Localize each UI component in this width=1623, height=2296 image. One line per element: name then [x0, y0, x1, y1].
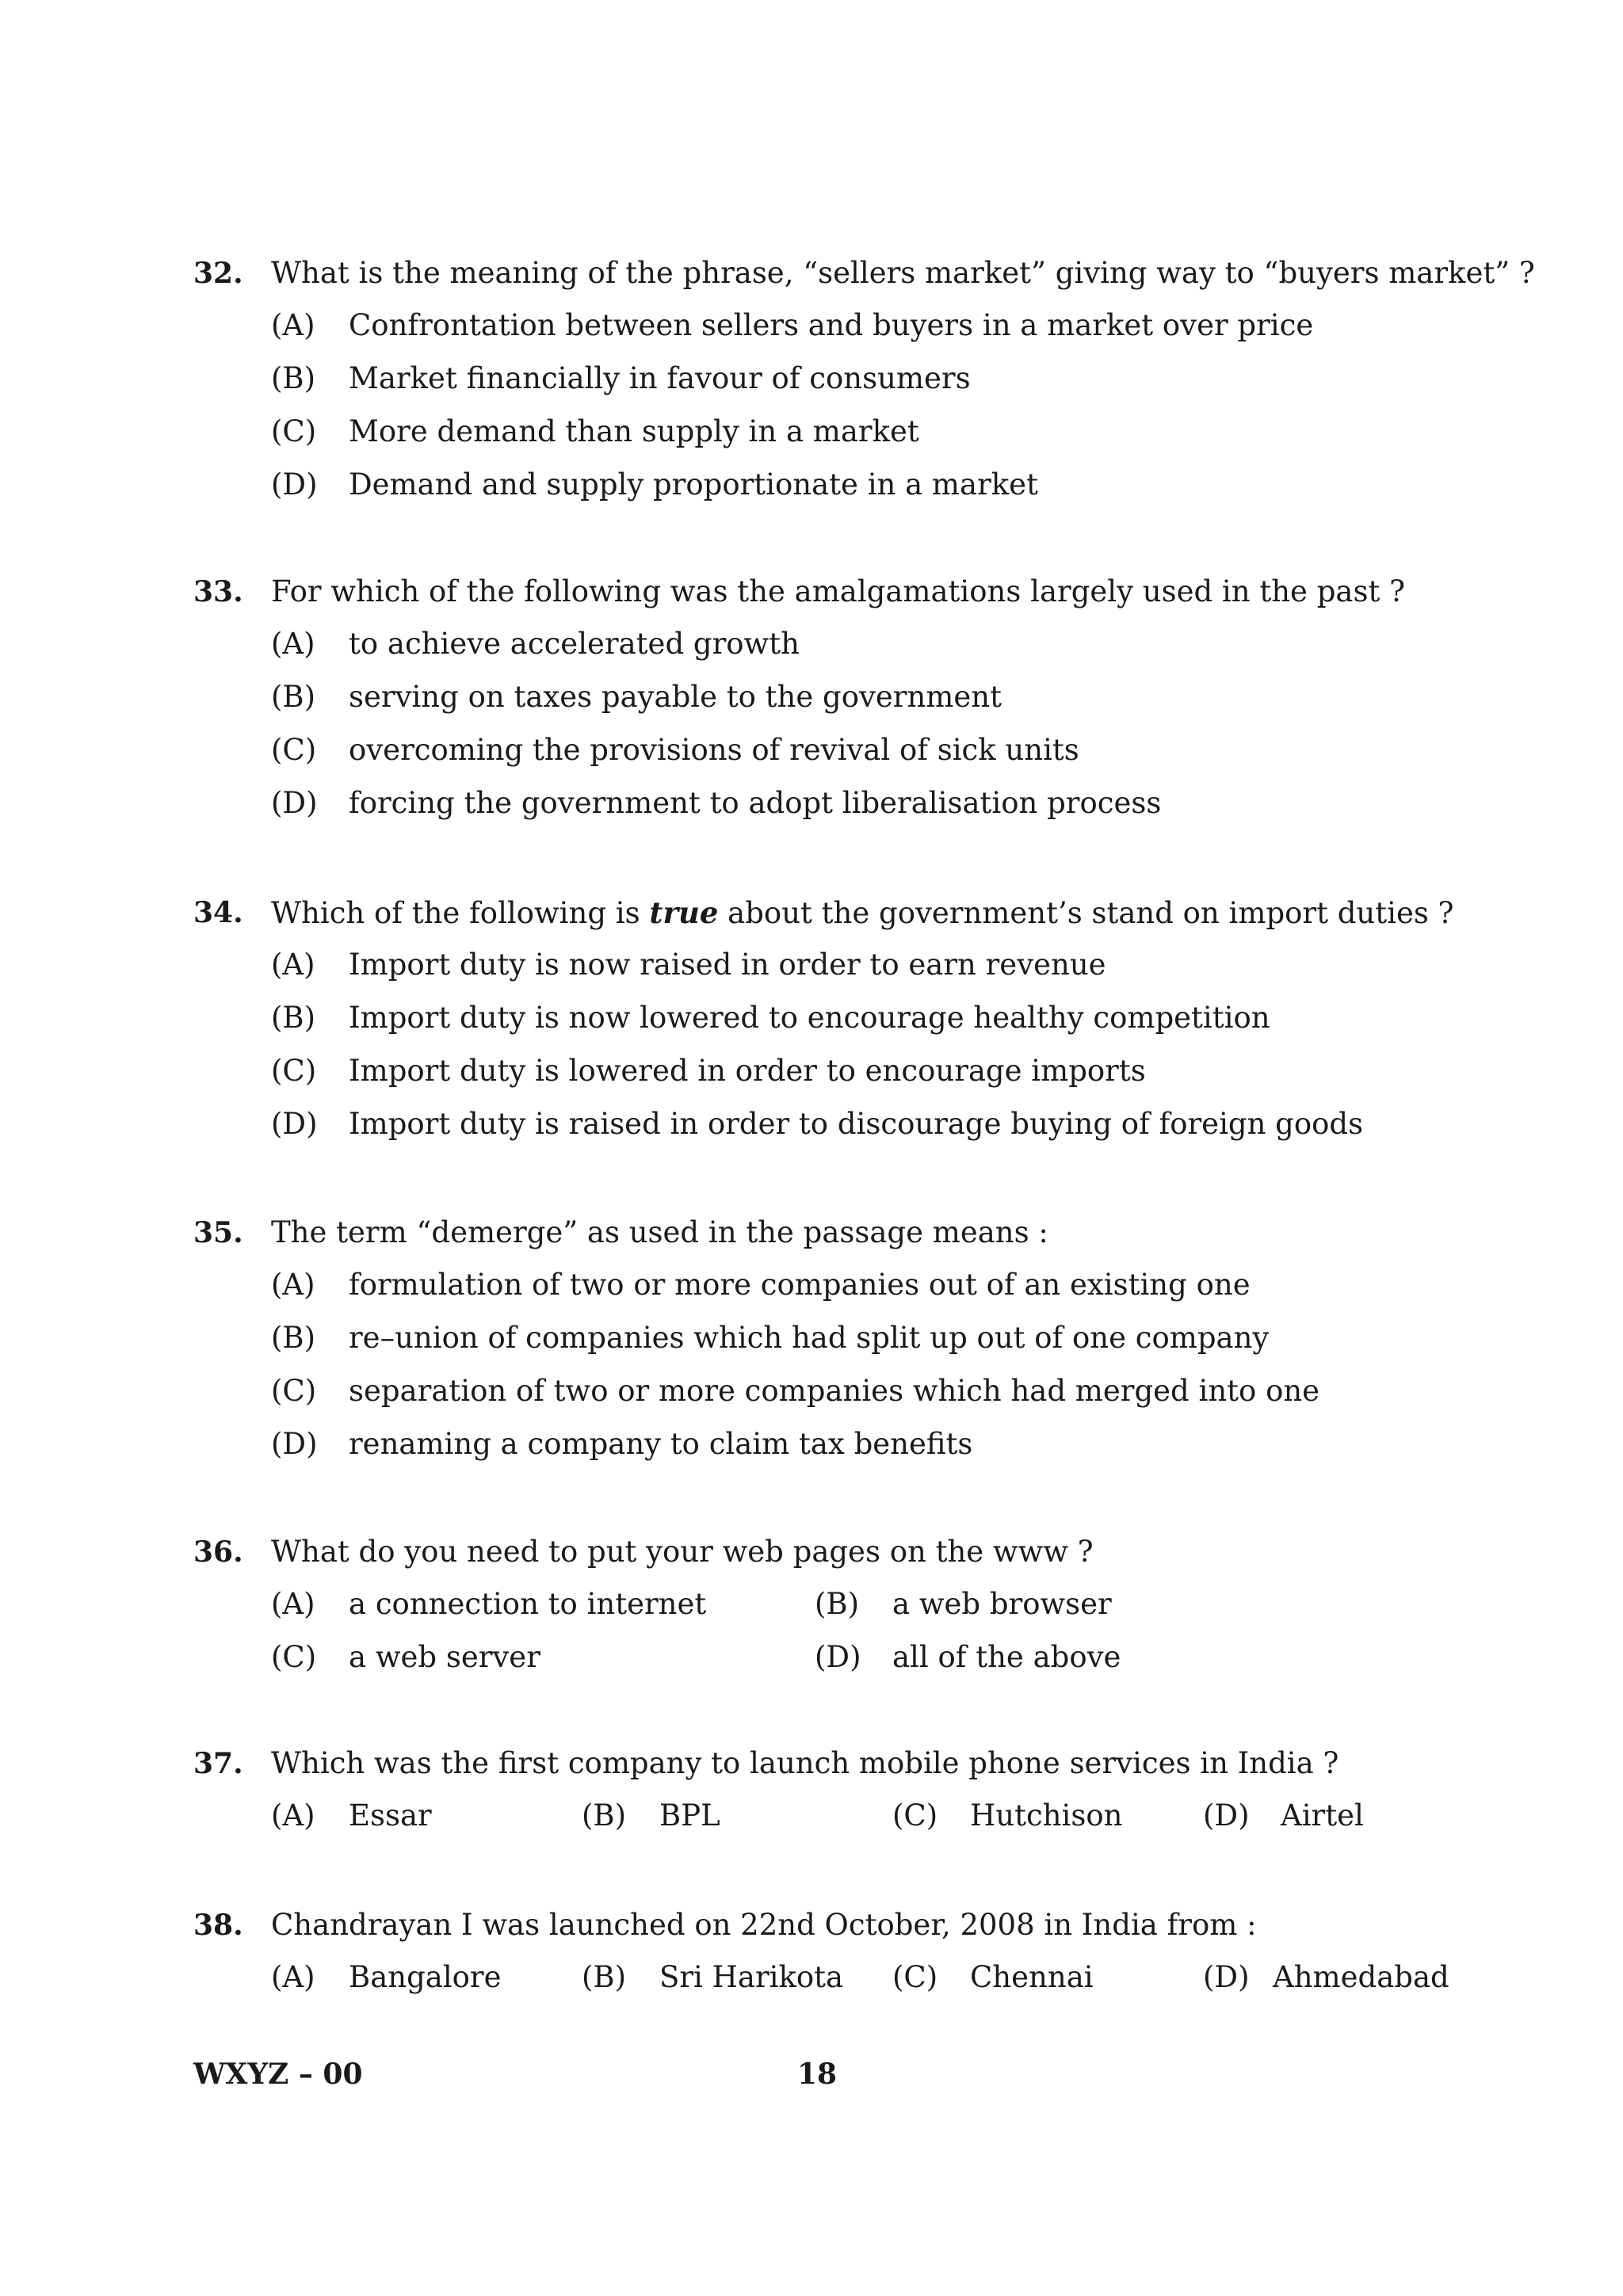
option-d-text: Ahmedabad: [1273, 1960, 1449, 1994]
question-text: Chandrayan I was launched on 22nd October, 2008 in India from :: [271, 1908, 1257, 1942]
option-d-label: (D): [271, 467, 318, 502]
option-b-text: a web browser: [892, 1587, 1112, 1621]
question-text-emphasis: true: [649, 895, 719, 930]
option-a-text: Essar: [349, 1798, 432, 1833]
question-number: 34.: [193, 896, 243, 929]
option-d-text: renaming a company to claim tax benefits: [349, 1427, 973, 1461]
option-a-text: a connection to internet: [349, 1587, 707, 1621]
option-a-label: (A): [271, 627, 315, 661]
option-d-label: (D): [1203, 1798, 1250, 1833]
option-b-text: serving on taxes payable to the government: [349, 680, 1002, 714]
option-c-text: Import duty is lowered in order to encourage imports: [349, 1054, 1146, 1088]
option-d-text: Import duty is raised in order to discourage buying of foreign goods: [349, 1107, 1364, 1141]
question-text: [271, 895, 1453, 931]
option-d-text: Airtel: [1281, 1798, 1364, 1833]
option-c-text: overcoming the provisions of revival of sick units: [349, 733, 1079, 767]
option-c-label: (C): [271, 1374, 317, 1408]
option-c-label: (C): [892, 1798, 938, 1833]
option-b-label: (B): [271, 1001, 316, 1035]
question-text-start: Which of the following is: [271, 896, 650, 930]
option-b-text: Sri Harikota: [659, 1960, 844, 1994]
question-number: 37.: [193, 1747, 243, 1780]
question-text-end: about the government’s stand on import duties ?: [718, 896, 1454, 930]
question-text: What is the meaning of the phrase, “sellers market” giving way to “buyers market” ?: [271, 256, 1535, 290]
option-d-label: (D): [271, 786, 318, 820]
option-c-label: (C): [271, 414, 317, 448]
option-b-text: Import duty is now lowered to encourage healthy competition: [349, 1001, 1270, 1035]
question-text: What do you need to put your web pages on the www ?: [271, 1535, 1094, 1569]
option-d-label: (D): [815, 1640, 861, 1674]
option-c-text: Chennai: [970, 1960, 1094, 1994]
option-c-label: (C): [892, 1960, 938, 1994]
option-a-text: Confrontation between sellers and buyers in a market over price: [349, 308, 1314, 342]
option-d-text: Demand and supply proportionate in a market: [349, 467, 1038, 502]
option-a-text: to achieve accelerated growth: [349, 627, 800, 661]
option-a-label: (A): [271, 308, 315, 342]
option-c-label: (C): [271, 1054, 317, 1088]
option-b-label: (B): [271, 1321, 316, 1355]
booklet-code: WXYZ – 00: [193, 2058, 363, 2091]
option-b-text: Market financially in favour of consumers: [349, 361, 971, 395]
option-c-text: More demand than supply in a market: [349, 414, 919, 448]
question-number: 32.: [193, 257, 243, 290]
option-c-label: (C): [271, 733, 317, 767]
option-d-text: all of the above: [892, 1640, 1121, 1674]
option-b-label: (B): [815, 1587, 860, 1621]
option-c-label: (C): [271, 1640, 317, 1674]
option-a-label: (A): [271, 948, 315, 982]
option-a-label: (A): [271, 1960, 315, 1994]
option-b-label: (B): [582, 1960, 627, 1994]
option-d-label: (D): [271, 1427, 318, 1461]
option-d-text: forcing the government to adopt liberalisation process: [349, 786, 1162, 820]
option-a-text: Bangalore: [349, 1960, 502, 1994]
page-number: 18: [797, 2058, 838, 2091]
question-number: 38.: [193, 1909, 243, 1942]
option-a-text: Import duty is now raised in order to earn revenue: [349, 948, 1106, 982]
option-b-text: BPL: [659, 1798, 720, 1833]
question-text: Which was the first company to launch mobile phone services in India ?: [271, 1746, 1339, 1780]
option-a-text: formulation of two or more companies out of an existing one: [349, 1268, 1251, 1302]
option-b-label: (B): [271, 680, 316, 714]
option-c-text: Hutchison: [970, 1798, 1123, 1833]
question-text: The term “demerge” as used in the passage means :: [271, 1215, 1048, 1249]
option-b-text: re–union of companies which had split up out of one company: [349, 1321, 1270, 1355]
question-number: 36.: [193, 1535, 243, 1569]
option-d-label: (D): [1203, 1960, 1250, 1994]
option-b-label: (B): [582, 1798, 627, 1833]
option-a-label: (A): [271, 1268, 315, 1302]
option-d-label: (D): [271, 1107, 318, 1141]
question-text: For which of the following was the amalgamations largely used in the past ?: [271, 574, 1405, 608]
option-c-text: separation of two or more companies which had merged into one: [349, 1374, 1320, 1408]
question-number: 35.: [193, 1216, 243, 1249]
option-a-label: (A): [271, 1798, 315, 1833]
option-b-label: (B): [271, 361, 316, 395]
option-a-label: (A): [271, 1587, 315, 1621]
option-c-text: a web server: [349, 1640, 540, 1674]
question-number: 33.: [193, 575, 243, 608]
